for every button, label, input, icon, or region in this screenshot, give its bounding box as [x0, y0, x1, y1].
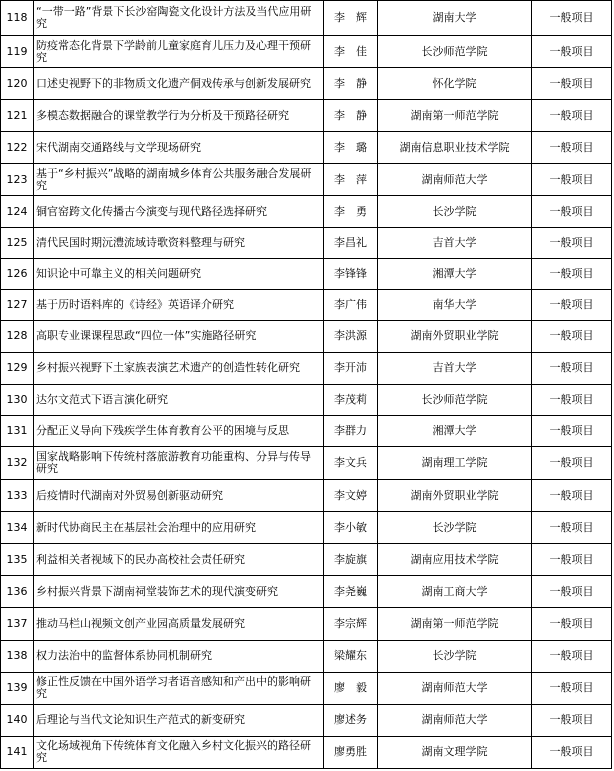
institution-name: 湘潭大学 — [378, 416, 532, 447]
table-row — [1, 416, 612, 447]
row-number: 120 — [1, 68, 34, 100]
institution-name: 湖南工商大学 — [378, 576, 532, 608]
applicant-name: 梁耀东 — [324, 640, 378, 672]
institution-name: 湖南大学 — [378, 1, 532, 36]
institution-name: 吉首大学 — [378, 352, 532, 384]
project-title: 铜官窑跨文化传播古今演变与现代路径选择研究 — [34, 196, 324, 227]
applicant-name: 李尧巍 — [324, 576, 378, 608]
project-type: 一般项目 — [532, 132, 612, 164]
applicant-name: 李洪源 — [324, 320, 378, 352]
table-row — [1, 736, 612, 768]
institution-name: 湖南师范大学 — [378, 672, 532, 704]
project-type: 一般项目 — [532, 544, 612, 576]
applicant-name: 李 勇 — [324, 196, 378, 227]
applicant-name: 李文婷 — [324, 480, 378, 512]
row-number: 132 — [1, 447, 34, 480]
table-row — [1, 672, 612, 704]
project-type: 一般项目 — [532, 164, 612, 196]
project-type: 一般项目 — [532, 672, 612, 704]
table-body — [1, 1, 612, 769]
applicant-name: 李锋锋 — [324, 258, 378, 289]
project-type: 一般项目 — [532, 384, 612, 415]
project-title: 达尔文范式下语言演化研究 — [34, 384, 324, 415]
row-number: 139 — [1, 672, 34, 704]
project-type: 一般项目 — [532, 416, 612, 447]
applicant-name: 李文兵 — [324, 447, 378, 480]
project-type: 一般项目 — [532, 447, 612, 480]
applicant-name: 李 萍 — [324, 164, 378, 196]
institution-name: 湖南应用技术学院 — [378, 544, 532, 576]
table-row — [1, 258, 612, 289]
applicant-name: 李群力 — [324, 416, 378, 447]
project-type: 一般项目 — [532, 100, 612, 132]
project-title: 口述史视野下的非物质文化遗产侗戏传承与创新发展研究 — [34, 68, 324, 100]
row-number: 130 — [1, 384, 34, 415]
applicant-name: 李 璐 — [324, 132, 378, 164]
project-title: 宋代湖南交通路线与文学现场研究 — [34, 132, 324, 164]
institution-name: 湘潭大学 — [378, 258, 532, 289]
institution-name: 长沙学院 — [378, 512, 532, 544]
project-title: 知识论中可靠主义的相关问题研究 — [34, 258, 324, 289]
institution-name: 湖南第一师范学院 — [378, 100, 532, 132]
applicant-name: 李 佳 — [324, 36, 378, 68]
table-row — [1, 544, 612, 576]
project-title: 多模态数据融合的课堂教学行为分析及干预路径研究 — [34, 100, 324, 132]
table-row — [1, 576, 612, 608]
institution-name: 长沙师范学院 — [378, 384, 532, 415]
table-row — [1, 640, 612, 672]
table-row — [1, 227, 612, 258]
row-number: 134 — [1, 512, 34, 544]
row-number: 125 — [1, 227, 34, 258]
row-number: 135 — [1, 544, 34, 576]
table-row — [1, 196, 612, 227]
project-type: 一般项目 — [532, 320, 612, 352]
table-row — [1, 608, 612, 640]
project-title: 分配正义导向下残疾学生体育教育公平的困境与反思 — [34, 416, 324, 447]
institution-name: 湖南外贸职业学院 — [378, 320, 532, 352]
institution-name: 湖南理工学院 — [378, 447, 532, 480]
institution-name: 湖南信息职业技术学院 — [378, 132, 532, 164]
project-type: 一般项目 — [532, 640, 612, 672]
applicant-name: 李茂莉 — [324, 384, 378, 415]
institution-name: 湖南外贸职业学院 — [378, 480, 532, 512]
project-title: 推动马栏山视频文创产业园高质量发展研究 — [34, 608, 324, 640]
project-title: 新时代协商民主在基层社会治理中的应用研究 — [34, 512, 324, 544]
applicant-name: 李广伟 — [324, 289, 378, 320]
row-number: 121 — [1, 100, 34, 132]
applicant-name: 廖 毅 — [324, 672, 378, 704]
table-row — [1, 68, 612, 100]
project-title: 修正性反馈在中国外语学习者语音感知和产出中的影响研究 — [34, 672, 324, 704]
row-number: 126 — [1, 258, 34, 289]
project-title: 清代民国时期沅澧流域诗歌资料整理与研究 — [34, 227, 324, 258]
project-title: 后理论与当代文论知识生产范式的新变研究 — [34, 704, 324, 736]
project-type: 一般项目 — [532, 512, 612, 544]
project-title: “一带一路”背景下长沙窑陶瓷文化设计方法及当代应用研究 — [34, 1, 324, 36]
row-number: 131 — [1, 416, 34, 447]
table-row — [1, 132, 612, 164]
applicant-name: 李开沛 — [324, 352, 378, 384]
row-number: 140 — [1, 704, 34, 736]
project-title: 基于历时语料库的《诗经》英语译介研究 — [34, 289, 324, 320]
project-type: 一般项目 — [532, 608, 612, 640]
project-title: 乡村振兴背景下湖南祠堂装饰艺术的现代演变研究 — [34, 576, 324, 608]
institution-name: 怀化学院 — [378, 68, 532, 100]
institution-name: 湖南师范大学 — [378, 164, 532, 196]
project-type: 一般项目 — [532, 258, 612, 289]
project-type: 一般项目 — [532, 352, 612, 384]
row-number: 133 — [1, 480, 34, 512]
table-row — [1, 1, 612, 36]
institution-name: 湖南文理学院 — [378, 736, 532, 768]
project-type: 一般项目 — [532, 1, 612, 36]
table-row — [1, 100, 612, 132]
applicant-name: 李 静 — [324, 68, 378, 100]
table-row — [1, 704, 612, 736]
project-title: 权力法治中的监督体系协同机制研究 — [34, 640, 324, 672]
table-row — [1, 289, 612, 320]
row-number: 118 — [1, 1, 34, 36]
table-row — [1, 164, 612, 196]
row-number: 128 — [1, 320, 34, 352]
project-title: 高职专业课课程思政“四位一体”实施路径研究 — [34, 320, 324, 352]
project-type: 一般项目 — [532, 480, 612, 512]
table-row — [1, 384, 612, 415]
project-type: 一般项目 — [532, 68, 612, 100]
applicant-name: 李宗辉 — [324, 608, 378, 640]
row-number: 137 — [1, 608, 34, 640]
applicant-name: 李小敏 — [324, 512, 378, 544]
row-number: 127 — [1, 289, 34, 320]
project-type: 一般项目 — [532, 227, 612, 258]
row-number: 123 — [1, 164, 34, 196]
project-type: 一般项目 — [532, 576, 612, 608]
row-number: 122 — [1, 132, 34, 164]
row-number: 141 — [1, 736, 34, 768]
table-row — [1, 447, 612, 480]
institution-name: 湖南师范大学 — [378, 704, 532, 736]
applicant-name: 李 辉 — [324, 1, 378, 36]
project-type: 一般项目 — [532, 736, 612, 768]
project-type: 一般项目 — [532, 196, 612, 227]
institution-name: 南华大学 — [378, 289, 532, 320]
row-number: 119 — [1, 36, 34, 68]
institution-name: 长沙师范学院 — [378, 36, 532, 68]
applicant-name: 李旋旗 — [324, 544, 378, 576]
project-title: 国家战略影响下传统村落旅游教育功能重构、分异与传导研究 — [34, 447, 324, 480]
table-row — [1, 480, 612, 512]
institution-name: 湖南第一师范学院 — [378, 608, 532, 640]
project-title: 文化场域视角下传统体育文化融入乡村文化振兴的路径研究 — [34, 736, 324, 768]
project-type: 一般项目 — [532, 704, 612, 736]
project-title: 防疫常态化背景下学龄前儿童家庭育儿压力及心理干预研究 — [34, 36, 324, 68]
row-number: 124 — [1, 196, 34, 227]
row-number: 136 — [1, 576, 34, 608]
applicant-name: 廖述务 — [324, 704, 378, 736]
row-number: 138 — [1, 640, 34, 672]
applicant-name: 廖勇胜 — [324, 736, 378, 768]
table-row — [1, 512, 612, 544]
project-title: 乡村振兴视野下土家族表演艺术遗产的创造性转化研究 — [34, 352, 324, 384]
project-type: 一般项目 — [532, 289, 612, 320]
table-row — [1, 36, 612, 68]
table-row — [1, 320, 612, 352]
applicant-name: 李 静 — [324, 100, 378, 132]
institution-name: 吉首大学 — [378, 227, 532, 258]
project-title: 基于“乡村振兴”战略的湖南城乡体育公共服务融合发展研究 — [34, 164, 324, 196]
table-row — [1, 352, 612, 384]
applicant-name: 李昌礼 — [324, 227, 378, 258]
project-title: 后疫情时代湖南对外贸易创新驱动研究 — [34, 480, 324, 512]
institution-name: 长沙学院 — [378, 196, 532, 227]
project-type: 一般项目 — [532, 36, 612, 68]
institution-name: 长沙学院 — [378, 640, 532, 672]
project-title: 利益相关者视域下的民办高校社会责任研究 — [34, 544, 324, 576]
row-number: 129 — [1, 352, 34, 384]
